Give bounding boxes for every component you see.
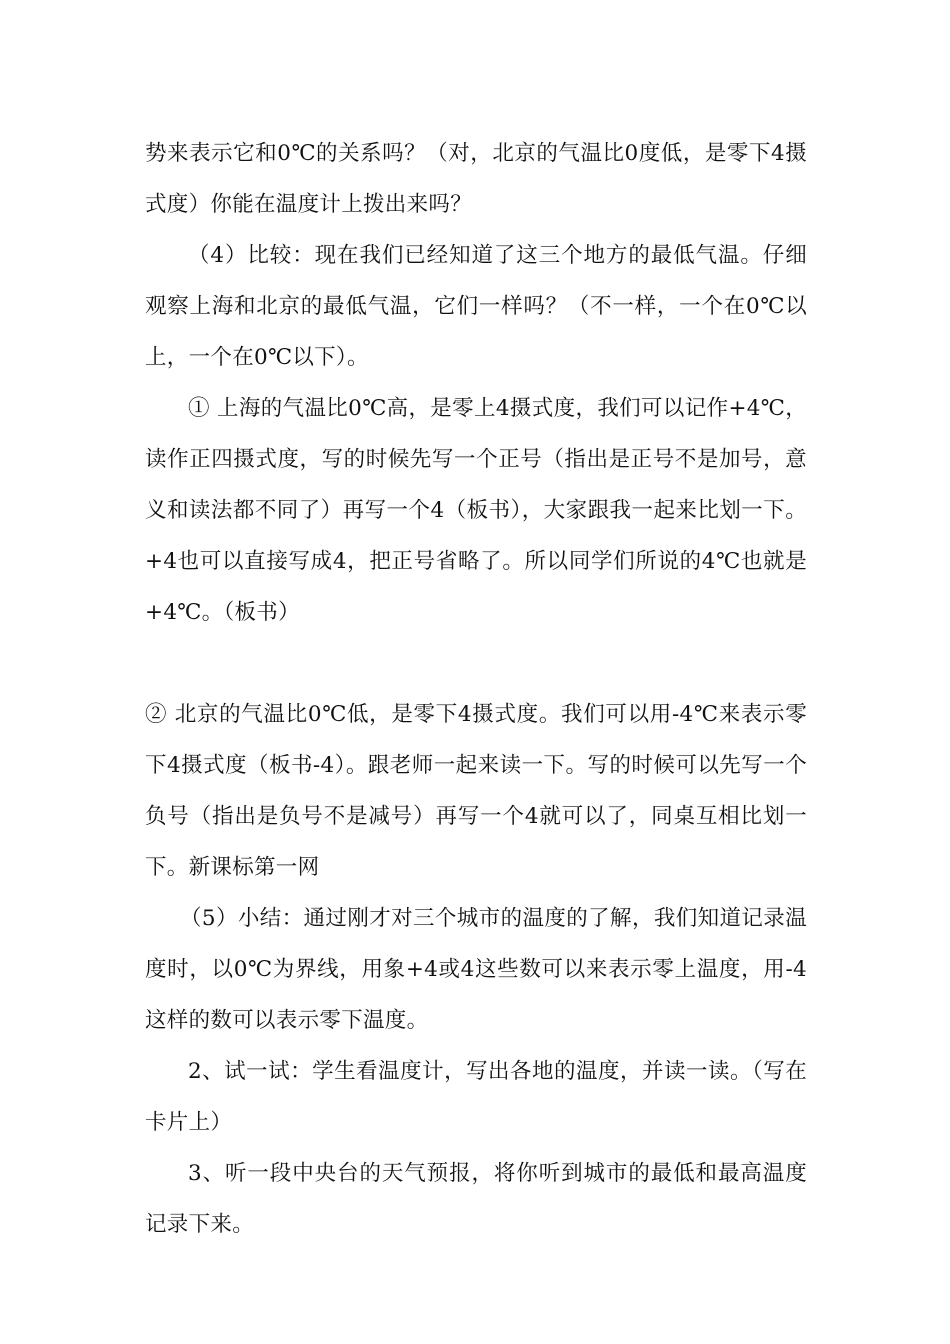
paragraph-summary: （5）小结：通过刚才对三个城市的温度的了解，我们知道记录温度时，以0℃为界线，用象+4或4这些数可以来表示零上温度，用-4这样的数可以表示零下温度。	[145, 906, 807, 1033]
paragraph-beijing: ② 北京的气温比0℃低，是零下4摄式度。我们可以用-4℃来表示零下4摄式度（板书-4）。跟老师一起来读一下。写的时候可以先写一个负号（指出是负号不是减号）再写一个4就可以了，同桌互相比划一下。新课标第一网	[145, 702, 807, 880]
paragraph-forecast: 3、听一段中央台的天气预报，将你听到城市的最低和最高温度记录下来。	[145, 1161, 807, 1237]
paragraph-try: 2、试一试：学生看温度计，写出各地的温度，并读一读。（写在卡片上）	[145, 1059, 807, 1135]
document-body	[145, 128, 807, 1250]
paragraph-shanghai: ① 上海的气温比0℃高，是零上4摄式度，我们可以记作+4℃，读作正四摄式度，写的时候先写一个正号（指出是正号不是加号，意义和读法都不同了）再写一个4（板书），大家跟我一起来比划一下。+4也可以直接写成4，把正号省略了。所以同学们所说的4℃也就是+4℃。（板书）	[145, 396, 807, 625]
paragraph-continuation: 势来表示它和0℃的关系吗？（对，北京的气温比0度低，是零下4摄式度）你能在温度计上拨出来吗？	[145, 141, 807, 217]
paragraph-compare: （4）比较：现在我们已经知道了这三个地方的最低气温。仔细观察上海和北京的最低气温，它们一样吗？（不一样，一个在0℃以上，一个在0℃以下）。	[145, 243, 807, 370]
